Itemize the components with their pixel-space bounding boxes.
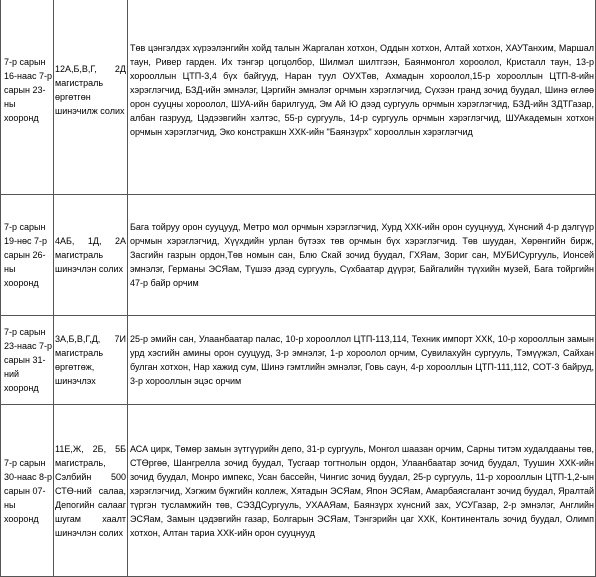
pipeline-cell [54,195,128,316]
pipeline-text: 4АБ, 1Д, 2А магистраль шинэчлэн солих [55,236,126,274]
affected-area-cell [128,0,596,195]
date-cell [1,195,54,316]
pipeline-cell [54,405,128,577]
table-row [1,316,596,405]
affected-area-text: Төв цэнгэлдэх хүрээлэнгийн хойд талын Жаргалан хотхон, Оддын хотхон, Алтай хотхон, ХАУТанхим, Маршал таун, Ривер гарден. Их тэнгэр цогцолбор, Шилмэл шилтгээн, Баянмонгол хороолол, Кристалл таун, 13-р хорооллын ЦТП-3,4 бүх байгууд, Наран туул ОУХТөв, Ахмадын хороолол,15-р хорооллын ЦТП-8-ийн хэрэглэгчид, БЗД-ийн эмнэлэг, Цэргийн эмнэлэг орчмын хэрэглэгчид, Сүхээн гранд зочид буудал, Шинэ өглөө орон сууцны хороолол, ШУА-ийн барилгууд, Эм Ай Ю дээд сургууль орчмын хэрэглэгчид, БЗД-ийн ЗДТГазар, албан газрууд, Цэдээвгийн хэлтэс, 55-р сургууль, 14-р сургууль орчмын хэрэглэгчид, ШУАкадемын хотхон орчмын хэрэглэгчид, Эко констракшн ХХК-ийн "Баянзүрх" хорооллын хэрэглэгчид [130,43,594,137]
table-row [1,405,596,577]
date-text: 7-р сарын 19-нөс 7-р сарын 26-ны хооронд [4,222,47,288]
pipeline-text: 3А,Б,В,Г,Д, 7И магистраль өргөтгөж, шинэчлэх [55,334,126,386]
affected-area-text: Бага тойруу орон сууцууд, Метро мол орчмын хэрэглэгчид, Хурд ХХК-ийн орон сууцнууд, Хүнсний 4-р дэлгүүр орчмын хэрэглэгчид, Хүүхдийн урлан бүтээх төв орчмын бүх хэрэглэгчид. Төв шуудан, Хөрөнгийн бирж, Засгийн газрын ордон,Төв номын сан, Блю Скай зочид буудал, ГХЯам, Зориг сан, МУБИСургууль, Ионсей эмнэлэг, Германы ЭСЯам, Түшээ дээд сургууль, Сүхбаатар дүүрэг, Байгалийн түүхийн музей, Бага тойргийн 47-р байр орчим [130,222,594,288]
pipeline-cell [54,316,128,405]
date-cell [1,405,54,577]
date-cell [1,0,54,195]
date-text: 7-р сарын 23-наас 7-р сарын 31-ний хооронд [4,327,52,393]
affected-area-cell [128,316,596,405]
date-cell [1,316,54,405]
affected-area-cell [128,195,596,316]
date-text: 7-р сарын 16-наас 7-р сарын 23-ны хооронд [4,57,52,123]
table-row [1,0,596,195]
affected-area-text: АСА цирк, Төмөр замын зүтгүүрийн депо, 31-р сургууль, Монгол шаазан орчим, Сарны титэм худалдааны төв, СТӨргөө, Шангрелла зочид буудал, Тусгаар тогтнолын ордон, Улаанбаатар зочид буудал, Туушин ХХК-ийн зочид буудал, Монро импекс, Усан бассейн, Чингис зочид буудал, 25-р сургууль, 11-р хорооллын ЦТП-1,2-ын хэрэглэгчид, Хэгжим бүжгийн коллеж, Хятадын ЭСЯам, Япон ЭСЯам, Амарбаясгалант зочид буудал, Яралтай түргэн тусламжийн төв, СЭЗДСургууль, УХААЯам, Баянзүрх хүнсний зах, УСУГазар, 2-р эмнэлэг, Английн ЭСЯам, Замын цэдэвгийн газар, Болгарын ЭСЯам, Тэнгэрийн цаг ХХК, Континенталь зочид буудал, Олимп хотхон, Алтан тариа ХХК-ийн орон сууцнууд [130,443,594,538]
pipeline-text: 12А,Б,В,Г, 2Д магистраль өргөтгөн шинэчилж солих [55,64,126,116]
affected-area-cell [128,405,596,577]
date-text: 7-р сарын 30-наас 8-р сарын 07-ны хооронд [4,457,52,524]
table-row [1,195,596,316]
pipeline-cell [54,0,128,195]
pipeline-text: 11Е,Ж, 2Б, 5Б магистраль, Сэлбийн 500 СТӨ-ний салаа, Депогийн салааг шугам хаалт шинэчлэн солих [55,443,126,538]
affected-area-text: 25-р эмийн сан, Улаанбаатар палас, 10-р хорооллол ЦТП-113,114, Техник импорт ХХК, 10-р хорооллын замын урд хэсгийн амины орон сууцууд, 3-р эмнэлэг, 1-р хороолол орчим, Сувилахуйн сургууль, Тэмүүжэл, Сайхан булган хотхон, Нар хажид сум, Шинэ гэмтлийн эмнэлэг, Говь саун, 4-р хорооллын ЦТП-111,112, СОТ-3 байруд, 3-р хорооллын эцэс орчим [130,334,594,386]
